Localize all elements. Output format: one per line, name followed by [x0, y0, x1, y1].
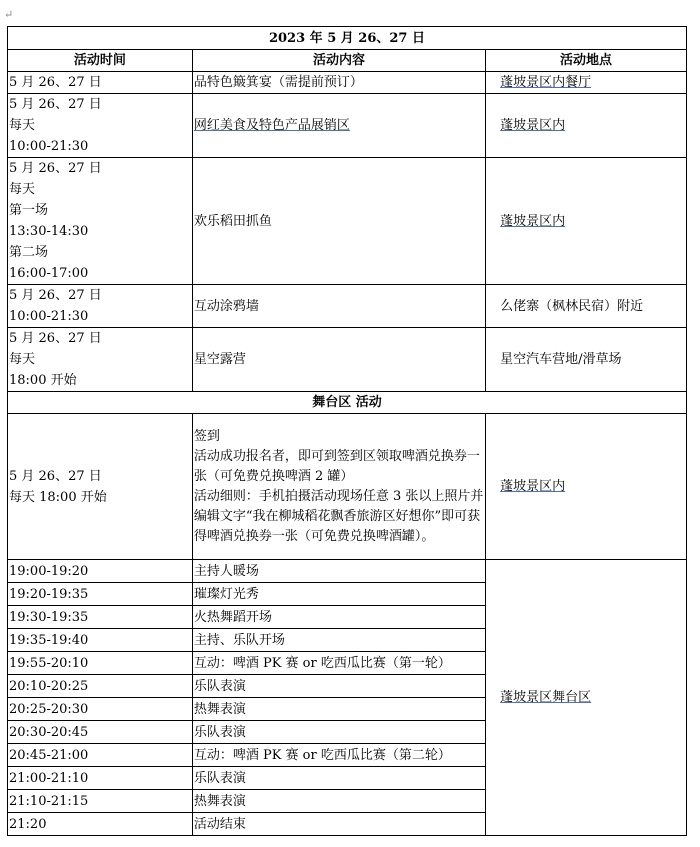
content-cell	[192, 94, 485, 158]
time-cell	[8, 414, 193, 560]
stage-content	[192, 744, 485, 767]
stage-location-cell	[486, 560, 687, 836]
program-text: 主持人暖场	[193, 563, 259, 579]
time-text: 21:10-21:15	[9, 793, 89, 809]
header-location: 活动地点	[486, 50, 687, 72]
program-text: 活动结束	[193, 816, 246, 832]
stage-content	[192, 813, 485, 836]
activity-name: 欢乐稻田抓鱼	[193, 213, 272, 229]
schedule-table	[7, 26, 687, 836]
table-row	[8, 94, 687, 158]
stage-time	[8, 790, 193, 813]
location-name: 蓬坡景区内餐厅	[500, 75, 592, 90]
stage-time	[8, 744, 193, 767]
time-line: 16:00-17:00	[9, 266, 89, 281]
program-text: 乐队表演	[193, 678, 246, 694]
activity-name: 互动涂鸦墙	[193, 298, 259, 314]
location-name: 蓬坡景区舞台区	[500, 690, 592, 705]
table-title: 2023 年 5 月 26、27 日	[8, 27, 687, 50]
stage-intro-row	[8, 414, 687, 560]
table-row	[8, 285, 687, 328]
location-cell	[486, 94, 687, 158]
stage-time	[8, 813, 193, 836]
header-content: 活动内容	[192, 50, 485, 72]
stage-time	[8, 606, 193, 629]
stage-time	[8, 675, 193, 698]
program-text: 主持、乐队开场	[193, 632, 285, 648]
content-cell	[192, 158, 485, 285]
paragraph-mark: ↵	[4, 8, 14, 21]
stage-time	[8, 698, 193, 721]
stage-time	[8, 560, 193, 583]
stage-time	[8, 629, 193, 652]
stage-content	[192, 652, 485, 675]
location-name: 蓬坡景区内	[500, 479, 566, 494]
signup-text: 签到	[193, 428, 220, 444]
program-text: 璀璨灯光秀	[193, 586, 259, 602]
time-text: 19:55-20:10	[9, 655, 89, 671]
stage-content	[192, 583, 485, 606]
time-text: 19:00-19:20	[9, 563, 89, 579]
activity-name: 品特色簸箕宴（需提前预订）	[193, 75, 363, 90]
location-name: 星空汽车营地/滑草场	[500, 352, 622, 367]
content-cell	[192, 328, 485, 392]
content-cell	[192, 414, 485, 560]
table-row	[8, 72, 687, 94]
activity-name: 网红美食及特色产品展销区	[193, 118, 350, 133]
program-text: 互动：啤酒 PK 赛 or 吃西瓜比赛（第一轮）	[193, 655, 451, 671]
time-cell	[8, 72, 193, 94]
stage-time	[8, 767, 193, 790]
stage-content	[192, 721, 485, 744]
signup-text: 活动细则：手机拍摄活动现场任意 3 张以上照片并编辑文字“我在柳城稻花飘香旅游区好想你”即可获得啤酒兑换券一张（可免费兑换啤酒罐）。	[193, 488, 484, 544]
time-line: 13:30-14:30	[9, 224, 89, 239]
time-line: 每天 18:00 开始	[9, 489, 107, 505]
header-time: 活动时间	[8, 50, 193, 72]
stage-time	[8, 652, 193, 675]
time-line: 10:00-21:30	[9, 139, 89, 154]
time-text: 19:35-19:40	[9, 632, 89, 648]
program-text: 乐队表演	[193, 770, 246, 786]
stage-content	[192, 606, 485, 629]
time-line: 5 月 26、27 日	[9, 97, 102, 112]
time-text: 20:45-21:00	[9, 747, 89, 763]
stage-content	[192, 675, 485, 698]
location-cell	[486, 414, 687, 560]
time-text: 20:10-20:25	[9, 678, 89, 694]
time-cell	[8, 328, 193, 392]
location-cell	[486, 158, 687, 285]
signup-text: 活动成功报名者，即可到签到区领取啤酒兑换券一张（可免费兑换啤酒 2 罐）	[193, 448, 480, 484]
time-text: 19:20-19:35	[9, 586, 89, 602]
program-text: 热舞表演	[193, 701, 246, 717]
program-text: 火热舞蹈开场	[193, 609, 272, 625]
time-line: 5 月 26、27 日	[9, 288, 102, 303]
time-line: 第二场	[9, 245, 49, 260]
location-cell	[486, 328, 687, 392]
time-line: 每天	[9, 182, 36, 197]
stage-content	[192, 560, 485, 583]
time-line: 5 月 26、27 日	[9, 161, 102, 176]
stage-content	[192, 767, 485, 790]
table-row	[8, 328, 687, 392]
time-cell	[8, 158, 193, 285]
location-name: 么佬寨（枫林民宿）附近	[500, 298, 644, 314]
stage-time	[8, 583, 193, 606]
activity-name: 星空露营	[193, 352, 246, 367]
content-cell	[192, 72, 485, 94]
time-text: 20:25-20:30	[9, 701, 89, 717]
table-header-row	[8, 50, 687, 72]
program-text: 乐队表演	[193, 724, 246, 740]
time-line: 第一场	[9, 203, 49, 218]
time-line: 每天	[9, 118, 36, 133]
time-text: 21:20	[9, 816, 47, 832]
time-cell	[8, 285, 193, 328]
time-text: 21:00-21:10	[9, 770, 89, 786]
location-cell	[486, 72, 687, 94]
stage-row	[8, 560, 687, 583]
table-row	[8, 158, 687, 285]
time-line: 每天	[9, 352, 36, 367]
stage-content	[192, 629, 485, 652]
time-line: 18:00 开始	[9, 373, 77, 388]
content-cell	[192, 285, 485, 328]
time-line: 5 月 26、27 日	[9, 75, 102, 90]
time-line: 10:00-21:30	[9, 309, 89, 324]
time-text: 19:30-19:35	[9, 609, 89, 625]
stage-section-row	[8, 392, 687, 414]
time-line: 5 月 26、27 日	[9, 331, 102, 346]
location-name: 蓬坡景区内	[500, 118, 566, 133]
stage-content	[192, 790, 485, 813]
program-text: 互动：啤酒 PK 赛 or 吃西瓜比赛（第二轮）	[193, 747, 451, 763]
location-cell	[486, 285, 687, 328]
stage-section-title: 舞台区 活动	[8, 392, 687, 414]
program-text: 热舞表演	[193, 793, 246, 809]
table-title-row	[8, 27, 687, 50]
time-line: 5 月 26、27 日	[9, 468, 102, 484]
time-text: 20:30-20:45	[9, 724, 89, 740]
location-name: 蓬坡景区内	[500, 213, 566, 229]
stage-content	[192, 698, 485, 721]
stage-time	[8, 721, 193, 744]
time-cell	[8, 94, 193, 158]
